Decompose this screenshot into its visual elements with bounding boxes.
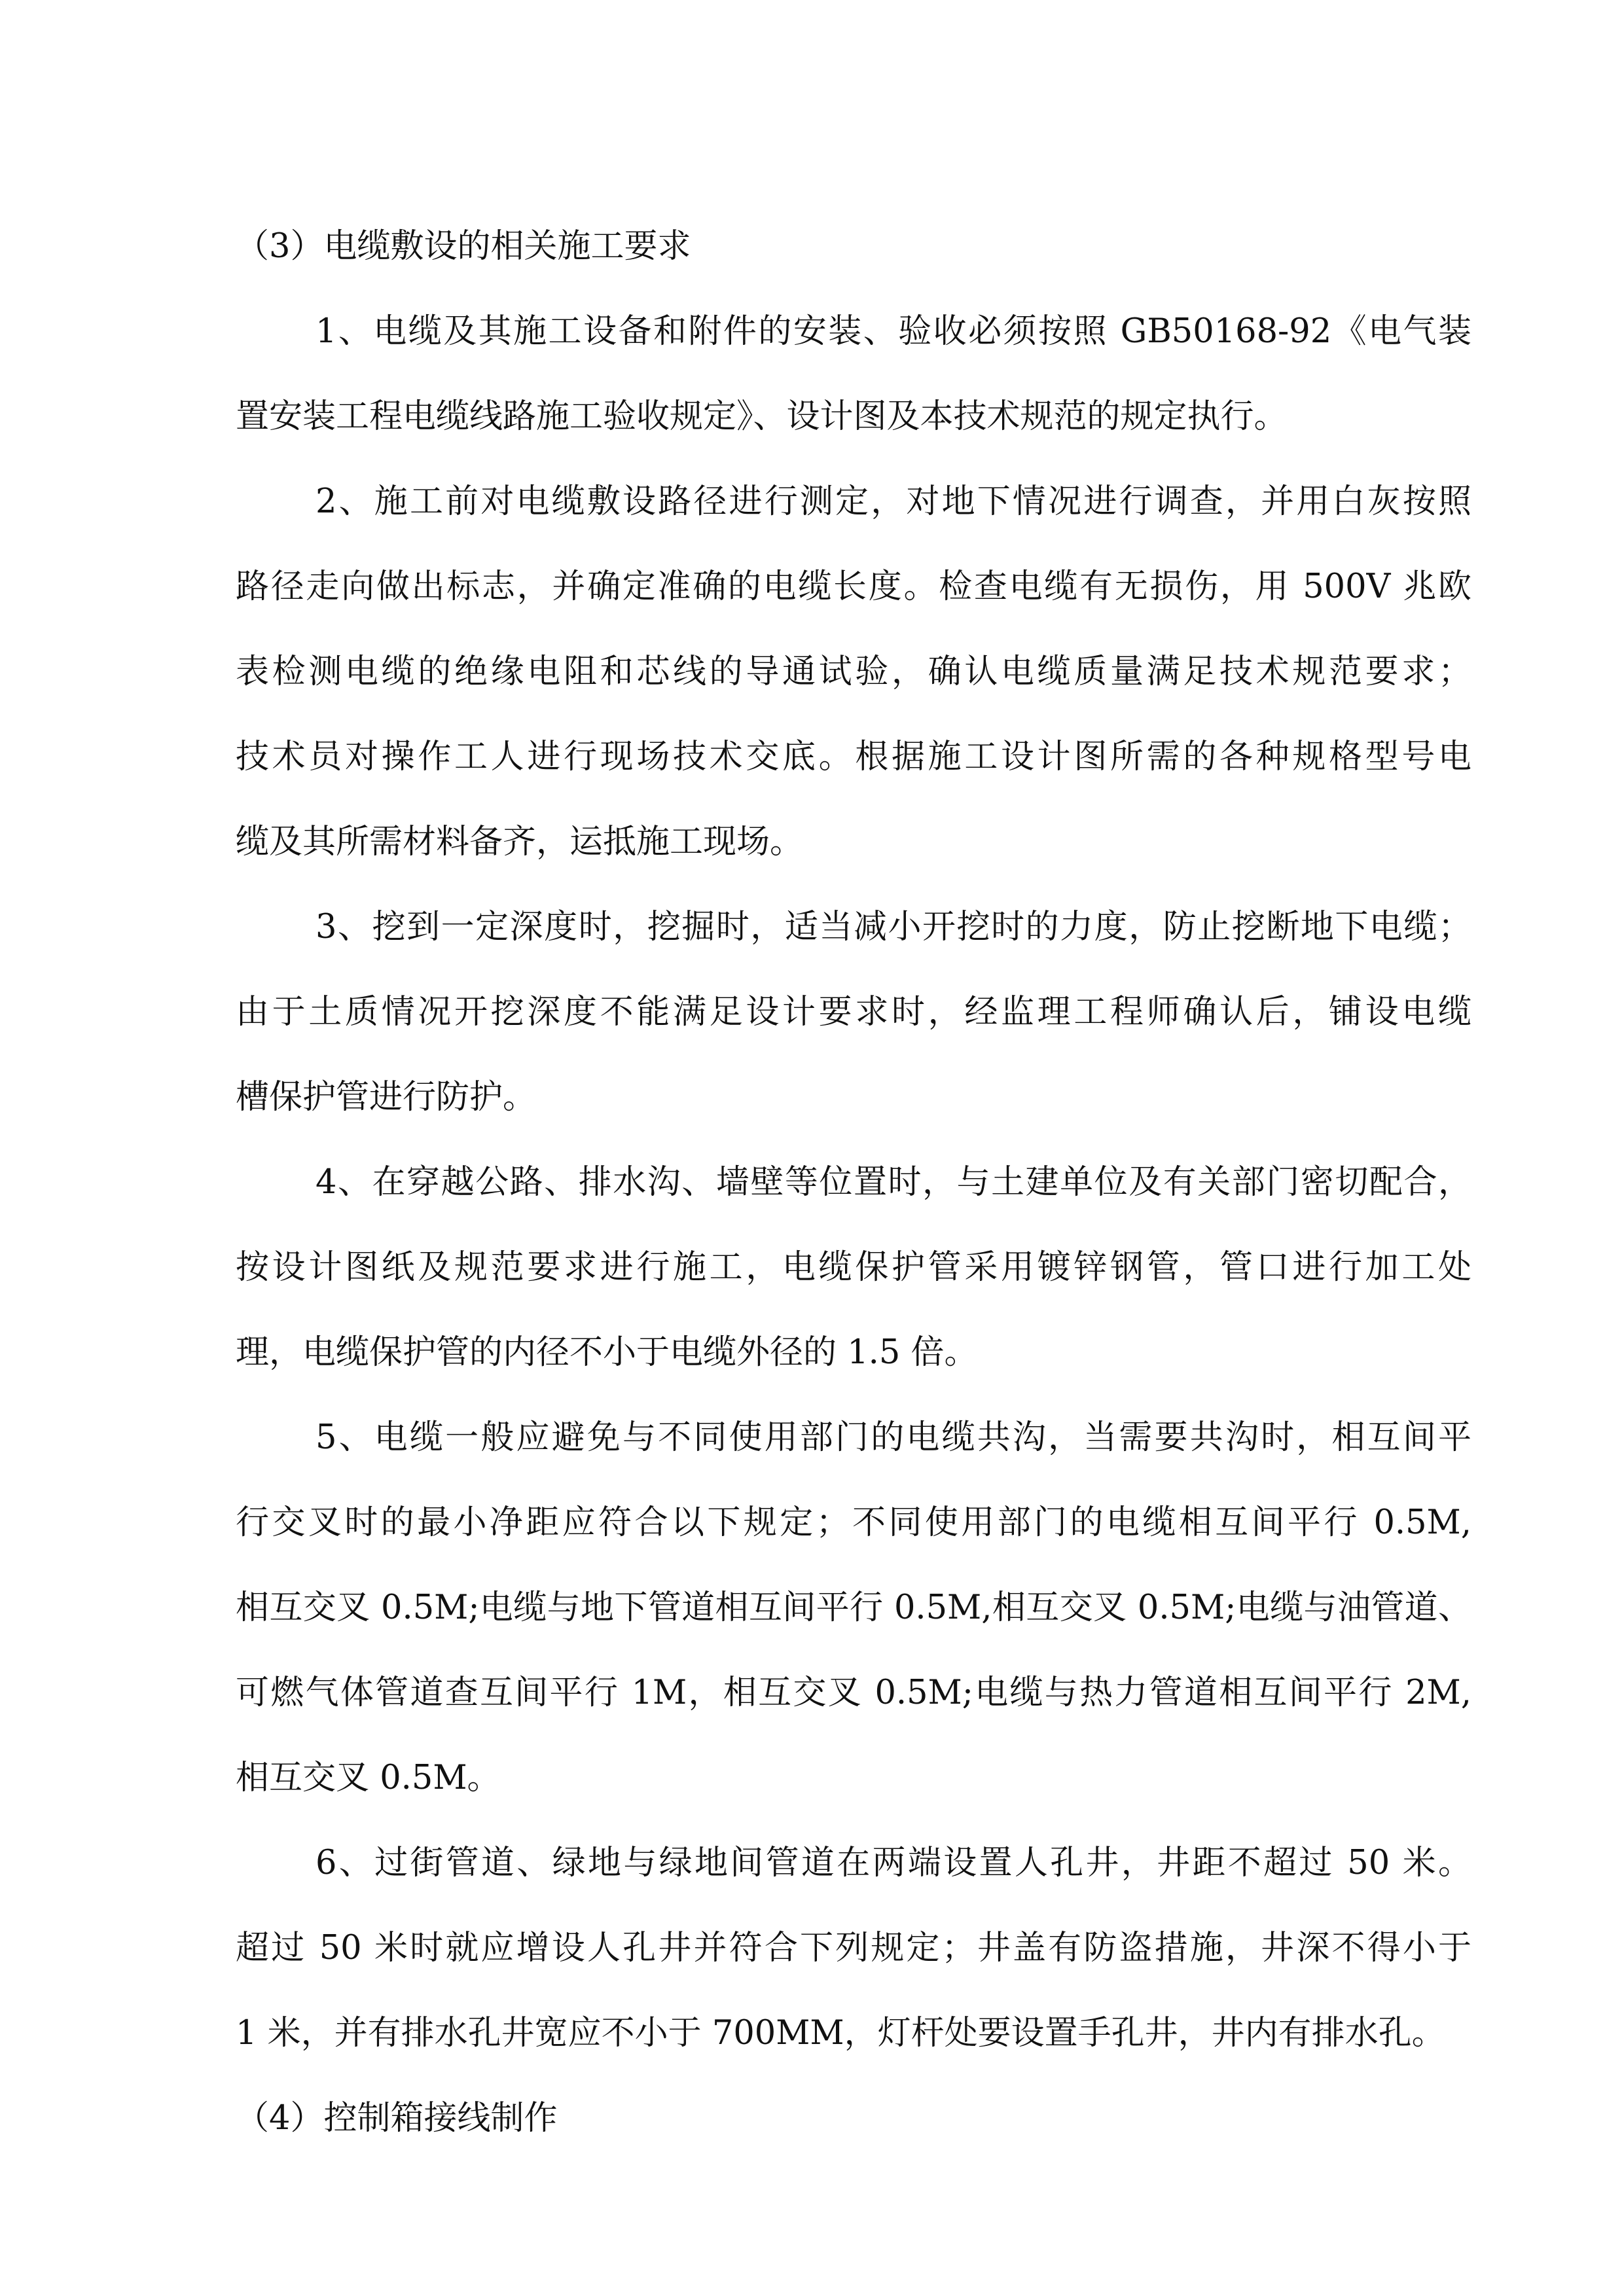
paragraph-line: 路径走向做出标志，并确定准确的电缆长度。检查电缆有无损伤，用 500V 兆欧: [236, 567, 1471, 606]
paragraph-6: [156, 1821, 1471, 2076]
paragraph-line: 理，电缆保护管的内径不小于电缆外径的 1.5 倍。: [236, 1333, 978, 1372]
paragraph-line: 表检测电缆的绝缘电阻和芯线的导通试验，确认电缆质量满足技术规范要求；: [236, 653, 1471, 691]
paragraph-line: 1 米，并有排水孔井宽应不小于 700MM，灯杆处要设置手孔井，井内有排水孔。: [236, 2014, 1445, 2053]
paragraph-5: [156, 1395, 1471, 1821]
paragraph-1: [156, 289, 1471, 459]
paragraph-line: 超过 50 米时就应增设人孔井并符合下列规定；井盖有防盗措施，井深不得小于: [236, 1929, 1471, 1967]
paragraph-line: 相互交叉 0.5M。: [236, 1759, 501, 1797]
paragraph-line: 行交叉时的最小净距应符合以下规定；不同使用部门的电缆相互间平行 0.5M,: [236, 1503, 1471, 1542]
paragraph-3: [156, 885, 1471, 1140]
section-heading-3: （3）电缆敷设的相关施工要求: [236, 227, 691, 266]
paragraph-line: 缆及其所需材料备齐，运抵施工现场。: [236, 823, 804, 861]
paragraph-4: [156, 1140, 1471, 1395]
paragraph-line: 技术员对操作工人进行现场技术交底。根据施工设计图所需的各种规格型号电: [236, 738, 1471, 776]
paragraph-line: 可燃气体管道查互间平行 1M，相互交叉 0.5M;电缆与热力管道相互间平行 2M,: [236, 1674, 1471, 1712]
paragraph-line: 槽保护管进行防护。: [236, 1078, 537, 1117]
paragraph-line: 5、电缆一般应避免与不同使用部门的电缆共沟，当需要共沟时，相互间平: [316, 1418, 1471, 1457]
paragraph-line: 1、电缆及其施工设备和附件的安装、验收必须按照 GB50168-92《电气装: [316, 312, 1471, 351]
paragraph-line: 按设计图纸及规范要求进行施工，电缆保护管采用镀锌钢管，管口进行加工处: [236, 1248, 1471, 1287]
paragraph-line: 4、在穿越公路、排水沟、墙壁等位置时，与土建单位及有关部门密切配合，: [316, 1163, 1471, 1202]
paragraph-line: 由于土质情况开挖深度不能满足设计要求时，经监理工程师确认后，铺设电缆: [236, 993, 1471, 1031]
section-heading-4: （4）控制箱接线制作: [236, 2099, 558, 2138]
paragraph-line: 6、过街管道、绿地与绿地间管道在两端设置人孔井，井距不超过 50 米。: [316, 1844, 1471, 1882]
document-body: [156, 204, 1471, 2161]
paragraph-line: 2、施工前对电缆敷设路径进行测定，对地下情况进行调查，并用白灰按照: [316, 482, 1471, 521]
paragraph-2: [156, 459, 1471, 885]
paragraph-line: 3、挖到一定深度时，挖掘时，适当减小开挖时的力度，防止挖断地下电缆；: [316, 908, 1471, 946]
paragraph-line: 置安装工程电缆线路施工验收规定》、设计图及本技术规范的规定执行。: [236, 397, 1288, 436]
paragraph-line: 相互交叉 0.5M;电缆与地下管道相互间平行 0.5M,相互交叉 0.5M;电缆与油管道、: [236, 1588, 1471, 1627]
